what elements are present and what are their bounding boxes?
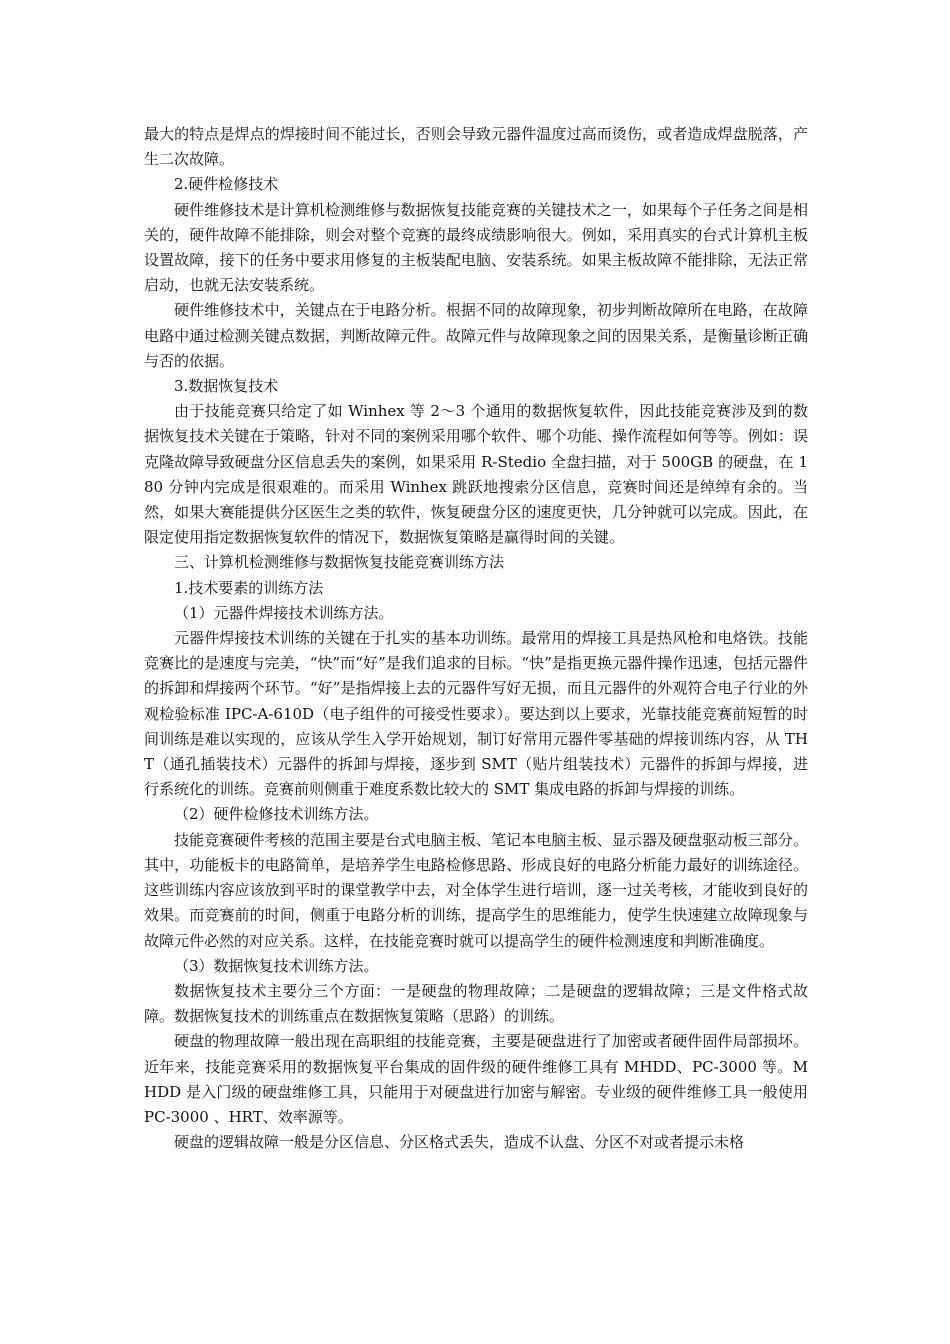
chapter-heading: 三、计算机检测维修与数据恢复技能竞赛训练方法	[174, 553, 505, 572]
section-heading: 1.技术要素的训练方法	[174, 578, 324, 597]
subsection-heading: （1）元器件焊接技术训练方法。	[174, 603, 394, 622]
section-heading: 3.数据恢复技术	[174, 377, 279, 396]
paragraph-continuation: 最大的特点是焊点的焊接时间不能过长，否则会导致元器件温度过高而烫伤，或者造成焊盘脱落，产生二次故障。	[144, 125, 808, 169]
document-body	[144, 122, 808, 1155]
paragraph: 技能竞赛硬件考核的范围主要是台式电脑主板、笔记本电脑主板、显示器及硬盘驱动板三部分。其中，功能板卡的电路简单，是培养学生电路检修思路、形成良好的电路分析能力最好的训练途径。这些训练内容应该放到平时的课堂教学中去，对全体学生进行培训，逐一过关考核，才能收到良好的效果。而竞赛前的时间，侧重于电路分析的训练，提高学生的思维能力，使学生快速建立故障现象与故障元件必然的对应关系。这样，在技能竞赛时就可以提高学生的硬件检测速度和判断准确度。	[144, 830, 808, 950]
paragraph: 硬盘的逻辑故障一般是分区信息、分区格式丢失，造成不认盘、分区不对或者提示未格	[174, 1133, 745, 1152]
paragraph: 硬盘的物理故障一般出现在高职组的技能竞赛，主要是硬盘进行了加密或者硬件固件局部损坏。近年来，技能竞赛采用的数据恢复平台集成的固件级的硬件维修工具有 MHDD、PC-3000 等。MHDD 是入门级的硬盘维修工具，只能用于对硬盘进行加密与解密。专业级的硬件维修工具一般使用 PC-3000 、HRT、效率源等。	[144, 1032, 808, 1126]
subsection-heading: （2）硬件检修技术训练方法。	[174, 805, 379, 824]
paragraph: 元器件焊接技术训练的关键在于扎实的基本功训练。最常用的焊接工具是热风枪和电烙铁。技能竞赛比的是速度与完美，“快”而“好”是我们追求的目标。“快”是指更换元器件操作迅速，包括元器件的拆卸和焊接两个环节。“好”是指焊接上去的元器件写好无损，而且元器件的外观符合电子行业的外观检验标准 IPC-A-610D（电子组件的可接受性要求）。要达到以上要求，光靠技能竞赛前短暂的时间训练是难以实现的，应该从学生入学开始规划，制订好常用元器件零基础的焊接训练内容，从 THT（通孔插装技术）元器件的拆卸与焊接，逐步到 SMT（贴片组装技术）元器件的拆卸与焊接，进行系统化的训练。竞赛前则侧重于难度系数比较大的 SMT 集成电路的拆卸与焊接的训练。	[144, 629, 808, 799]
paragraph: 数据恢复技术主要分三个方面：一是硬盘的物理故障；二是硬盘的逻辑故障；三是文件格式故障。数据恢复技术的训练重点在数据恢复策略（思路）的训练。	[144, 981, 808, 1026]
paragraph: 硬件维修技术是计算机检测维修与数据恢复技能竞赛的关键技术之一，如果每个子任务之间是相关的，硬件故障不能排除，则会对整个竞赛的最终成绩影响很大。例如，采用真实的台式计算机主板设置故障，接下的任务中要求用修复的主板装配电脑、安装系统。如果主板故障不能排除，无法正常启动，也就无法安装系统。	[144, 200, 808, 295]
paragraph: 硬件维修技术中，关键点在于电路分析。根据不同的故障现象，初步判断故障所在电路，在故障电路中通过检测关键点数据，判断故障元件。故障元件与故障现象之间的因果关系，是衡量诊断正确与否的依据。	[144, 301, 808, 370]
subsection-heading: （3）数据恢复技术训练方法。	[174, 956, 379, 975]
section-heading: 2.硬件检修技术	[174, 175, 279, 194]
paragraph: 由于技能竞赛只给定了如 Winhex 等 2～3 个通用的数据恢复软件，因此技能竞赛涉及到的数据恢复技术关键在于策略，针对不同的案例采用哪个软件、哪个功能、操作流程如何等等。例如：误克隆故障导致硬盘分区信息丢失的案例，如果采用 R-Stedio 全盘扫描，对于 500GB 的硬盘，在 180 分钟内完成是很艰难的。而采用 Winhex 跳跃地搜索分区信息，竞赛时间还是绰绰有余的。当然，如果大赛能提供分区医生之类的软件，恢复硬盘分区的速度更快，几分钟就可以完成。因此，在限定使用指定数据恢复软件的情况下，数据恢复策略是赢得时间的关键。	[144, 402, 808, 547]
